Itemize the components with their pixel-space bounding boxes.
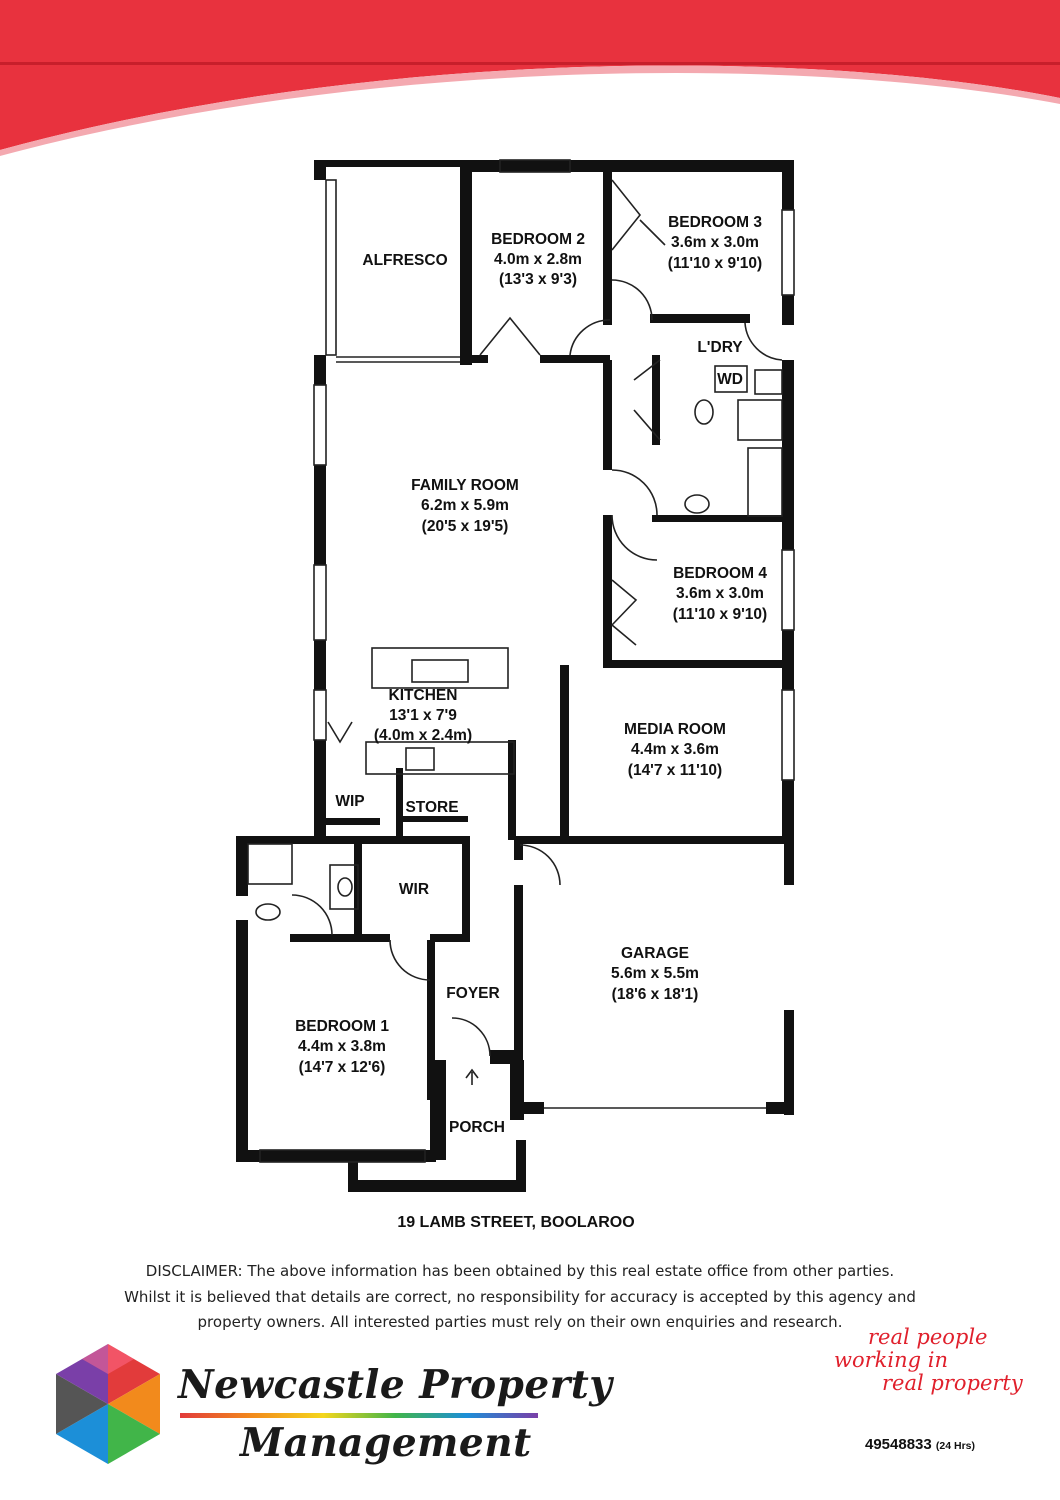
door-bath [612,470,657,515]
bedroom4-name: BEDROOM 4 [673,565,767,582]
family-room-size-metric: 6.2m x 5.9m [421,497,509,514]
wall-ens-west-2 [236,920,248,1160]
ens-toilet [256,904,280,920]
robe-bed4 [612,580,636,645]
door-bed1 [390,940,430,980]
kitchen-size-metric: (4.0m x 2.4m) [373,727,473,744]
disclaimer-line: Whilst it is believed that details are correct, no responsibility for accuracy is accepted by this agency and [124,1287,916,1306]
bedroom3-size-imperial: (11'10 x 9'10) [667,255,763,272]
tagline-line: real property [882,1371,1023,1395]
alfresco-name: ALFRESCO [362,252,448,269]
ldry-tub [755,370,782,394]
property-address: 19 LAMB STREET, BOOLAROO [397,1214,635,1231]
ens-basin [338,878,352,896]
media-room-size-imperial: (14'7 x 11'10) [627,762,723,779]
wd-name: WD [717,371,743,388]
wall-porch-east [510,1060,524,1120]
door-bed2 [570,320,610,355]
window-family-w [314,385,326,465]
wall-east-bed3 [782,160,794,210]
wall-porch-south [348,1180,524,1192]
family-room-name: FAMILY ROOM [411,477,519,494]
door-bed4 [612,515,657,560]
bedroom1-name: BEDROOM 1 [295,1018,389,1035]
laundry-name: L'DRY [697,339,743,356]
wall-wir-south [290,934,390,942]
wall-family-east [603,360,612,470]
door-ldry [745,323,782,360]
wall-wir-north [360,836,470,844]
wall-west-kitchen [314,640,326,690]
wall-east-bed4 [782,520,794,550]
door-ens [292,895,332,935]
wall-west-family-2 [314,465,326,565]
door-garage [520,845,560,885]
phone-number[interactable]: 49548833 [865,1436,932,1453]
wall-garage-east-btm [784,1010,794,1115]
window-media-e [782,690,794,780]
window-kitchen-w [314,690,326,740]
bedroom2-size-imperial: (13'3 x 9'3) [498,271,578,288]
window-family-w2 [314,565,326,640]
kitchen-name: KITCHEN [388,687,458,704]
disclaimer-line: property owners. All interested parties must rely on their own enquiries and research. [197,1313,843,1331]
wall-bed3-south [650,314,750,323]
kitchen-sink [412,660,468,682]
wall-bed1-south [236,1150,436,1162]
store-name: STORE [405,799,459,816]
window-alfresco [326,180,336,355]
wall-ens-north [236,836,360,844]
bath-toilet [695,400,713,424]
brand-name-line1: Newcastle Property [178,1362,613,1408]
door-front [452,1018,490,1056]
ens-shower [248,844,292,884]
wall-foyer-e2 [490,1050,514,1064]
robe-bed2 [480,318,540,355]
wall-media-south [516,836,794,844]
entry-arrow [466,1070,478,1085]
bath-basin [685,495,709,513]
wall-bed2-south-a [472,355,488,363]
cooktop [406,748,434,770]
wall-garage-east-top [784,840,794,885]
wall-west-alfresco [314,160,326,180]
garage-name: GARAGE [620,945,690,962]
wall-north-left [314,160,464,167]
wall-bed3-west [603,165,612,325]
garage-size-imperial: (18'6 x 18'1) [611,986,699,1003]
kitchen-size-imperial: 13'1 x 7'9 [389,707,457,724]
wall-west-family [314,355,326,385]
wall-east-bed3-2 [782,295,794,325]
bedroom1-size-metric: 4.4m x 3.8m [298,1038,386,1055]
wall-north-mid [462,160,612,172]
wall-bed2-west [460,160,472,365]
wip-name: WIP [335,793,365,810]
tagline-line: working in [834,1348,948,1372]
phone-hours-note: (24 Hrs) [935,1440,976,1452]
robe-bed3 [612,180,665,250]
wall-garage-south-r [766,1102,794,1114]
door-wip [328,722,352,742]
media-room-size-metric: 4.4m x 3.6m [631,741,719,758]
media-room-name: MEDIA ROOM [624,721,726,738]
wall-porch-bay-e [516,1140,526,1192]
family-room-size-imperial: (20'5 x 19'5) [421,518,509,535]
foyer-name: FOYER [446,985,500,1002]
wall-store-s [402,816,468,822]
bath-shower [738,400,782,440]
bedroom3-size-metric: 3.6m x 3.0m [671,234,759,251]
disclaimer-line: DISCLAIMER: The above information has been obtained by this real estate office from other parties. [145,1262,895,1280]
bedroom2-name: BEDROOM 2 [491,231,585,248]
garage-size-metric: 5.6m x 5.5m [611,965,699,982]
wall-garage-west-2 [514,885,523,1065]
wall-bed4-south [603,660,788,668]
brand-rainbow-rule [180,1413,538,1418]
door-bed3 [612,280,652,320]
tagline-line: real people [868,1325,988,1349]
brand-tagline [830,1325,1023,1395]
brand-name-line2: Management [240,1420,532,1466]
wall-garage-west [514,840,523,860]
wall-wir-east [462,840,470,940]
bedroom4-size-metric: 3.6m x 3.0m [676,585,764,602]
kitchen-island [366,742,514,774]
wall-east-media [782,780,794,840]
contact-phone[interactable] [865,1436,975,1453]
wir-name: WIR [398,881,430,898]
window-bed3-e [782,210,794,295]
wall-kit-wip [322,818,380,825]
wall-media-west [560,665,569,840]
porch-name: PORCH [449,1119,505,1136]
wall-bed2-south-b [540,355,610,363]
ens-vanity [330,865,358,909]
wall-porch-west [430,1060,446,1160]
company-logo-hexagon [50,1340,166,1468]
wall-east-ldry [782,360,794,520]
wall-family-east-2 [603,515,612,665]
wall-ens-west [236,836,248,896]
wall-north-right [608,160,793,172]
wall-store [396,768,403,838]
bedroom3-name: BEDROOM 3 [668,214,762,231]
window-bed4-e [782,550,794,630]
bedroom2-size-metric: 4.0m x 2.8m [494,251,582,268]
bedroom4-size-imperial: (11'10 x 9'10) [672,606,768,623]
bedroom1-size-imperial: (14'7 x 12'6) [298,1059,386,1076]
disclaimer [120,1259,920,1336]
bath-tub [748,448,782,516]
room-labels [295,214,767,1136]
wall-porch-bay-w [348,1158,358,1192]
